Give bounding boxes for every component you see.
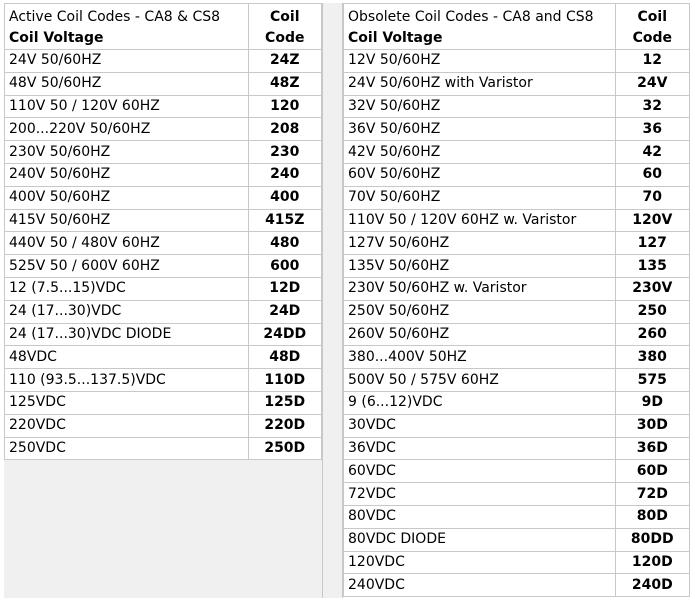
coil-code-cell: 415Z [248,209,321,232]
coil-code-cell: 127 [615,232,689,255]
coil-voltage-cell: 36VDC [344,437,616,460]
table-row [344,460,690,483]
table-row [344,141,690,164]
coil-voltage-cell: 32V 50/60HZ [344,95,616,118]
table-row [344,255,690,278]
coil-code-cell: 250 [615,300,689,323]
table-row [344,72,690,95]
coil-voltage-cell: 24V 50/60HZ [5,50,249,73]
table-row [5,414,322,437]
coil-voltage-cell: 12V 50/60HZ [344,50,616,73]
coil-code-cell: 260 [615,323,689,346]
coil-code-cell: 36D [615,437,689,460]
coil-code-cell: 24V [615,72,689,95]
table-row [344,528,690,551]
coil-voltage-cell: 240V 50/60HZ [5,163,249,186]
coil-code-cell: 48Z [248,72,321,95]
coil-code-cell: 600 [248,255,321,278]
obsolete-code-header-line2: Code [632,30,672,46]
coil-voltage-cell: 110 (93.5...137.5)VDC [5,369,249,392]
obsolete-table-title: Obsolete Coil Codes - CA8 and CS8 [348,9,594,25]
coil-code-cell: 120 [248,95,321,118]
table-row [344,323,690,346]
table-row [344,186,690,209]
table-row [344,437,690,460]
obsolete-code-header [615,4,689,50]
active-table-empty-area [4,460,322,598]
coil-voltage-cell: 250VDC [5,437,249,460]
coil-voltage-cell: 230V 50/60HZ [5,141,249,164]
coil-voltage-cell: 230V 50/60HZ w. Varistor [344,277,616,300]
coil-voltage-cell: 42V 50/60HZ [344,141,616,164]
active-table-title: Active Coil Codes - CA8 & CS8 [9,9,221,25]
active-code-header-line1: Coil [270,9,300,25]
coil-code-cell: 12D [248,277,321,300]
obsolete-voltage-header [344,4,616,50]
table-row [344,163,690,186]
coil-code-cell: 575 [615,369,689,392]
table-row [5,391,322,414]
table-row [5,369,322,392]
table-row [5,72,322,95]
active-header-row [5,4,322,50]
obsolete-code-header-line1: Coil [637,9,668,25]
coil-voltage-cell: 380...400V 50HZ [344,346,616,369]
coil-voltage-cell: 240VDC [344,574,616,597]
coil-voltage-cell: 80VDC DIODE [344,528,616,551]
table-row [344,551,690,574]
coil-code-cell: 32 [615,95,689,118]
table-row [344,232,690,255]
column-gap [322,3,343,598]
coil-voltage-cell: 440V 50 / 480V 60HZ [5,232,249,255]
table-row [5,163,322,186]
coil-code-cell: 24DD [248,323,321,346]
coil-voltage-cell: 400V 50/60HZ [5,186,249,209]
table-row [5,277,322,300]
table-row [344,483,690,506]
active-voltage-column-label: Coil Voltage [9,30,104,46]
coil-code-cell: 80DD [615,528,689,551]
coil-voltage-cell: 127V 50/60HZ [344,232,616,255]
coil-code-cell: 36 [615,118,689,141]
coil-voltage-cell: 24 (17...30)VDC [5,300,249,323]
table-row [344,209,690,232]
table-row [344,50,690,73]
coil-code-cell: 400 [248,186,321,209]
table-row [5,232,322,255]
obsolete-table-body [344,50,690,597]
table-row [344,574,690,597]
coil-code-cell: 250D [248,437,321,460]
table-row [5,255,322,278]
coil-code-cell: 60D [615,460,689,483]
table-row [344,346,690,369]
table-row [5,300,322,323]
coil-voltage-cell: 80VDC [344,505,616,528]
coil-voltage-cell: 415V 50/60HZ [5,209,249,232]
coil-voltage-cell: 24 (17...30)VDC DIODE [5,323,249,346]
coil-code-cell: 208 [248,118,321,141]
coil-code-cell: 48D [248,346,321,369]
coil-voltage-cell: 36V 50/60HZ [344,118,616,141]
coil-code-cell: 220D [248,414,321,437]
table-row [344,118,690,141]
coil-code-cell: 9D [615,391,689,414]
table-row [344,414,690,437]
active-coil-codes-table [4,3,322,460]
coil-code-cell: 230 [248,141,321,164]
coil-code-cell: 120V [615,209,689,232]
coil-voltage-cell: 260V 50/60HZ [344,323,616,346]
table-row [5,118,322,141]
table-row [5,186,322,209]
coil-voltage-cell: 110V 50 / 120V 60HZ [5,95,249,118]
coil-voltage-cell: 60V 50/60HZ [344,163,616,186]
table-row [5,209,322,232]
obsolete-voltage-column-label: Coil Voltage [348,30,443,46]
coil-code-cell: 125D [248,391,321,414]
coil-voltage-cell: 135V 50/60HZ [344,255,616,278]
coil-code-cell: 110D [248,369,321,392]
coil-code-cell: 240D [615,574,689,597]
coil-code-cell: 30D [615,414,689,437]
coil-code-cell: 230V [615,277,689,300]
coil-voltage-cell: 220VDC [5,414,249,437]
coil-voltage-cell: 72VDC [344,483,616,506]
obsolete-header-row [344,4,690,50]
coil-voltage-cell: 125VDC [5,391,249,414]
coil-voltage-cell: 70V 50/60HZ [344,186,616,209]
active-coil-codes-panel [4,3,322,598]
coil-code-cell: 480 [248,232,321,255]
coil-voltage-cell: 200...220V 50/60HZ [5,118,249,141]
coil-voltage-cell: 60VDC [344,460,616,483]
coil-code-cell: 120D [615,551,689,574]
coil-code-cell: 42 [615,141,689,164]
coil-voltage-cell: 48VDC [5,346,249,369]
table-row [344,369,690,392]
coil-code-cell: 24D [248,300,321,323]
active-voltage-header [5,4,249,50]
coil-code-cell: 240 [248,163,321,186]
coil-voltage-cell: 30VDC [344,414,616,437]
coil-voltage-cell: 9 (6...12)VDC [344,391,616,414]
coil-voltage-cell: 250V 50/60HZ [344,300,616,323]
table-row [5,323,322,346]
table-row [5,437,322,460]
coil-voltage-cell: 12 (7.5...15)VDC [5,277,249,300]
obsolete-coil-codes-table [343,3,690,597]
active-table-body [5,50,322,460]
table-row [5,346,322,369]
coil-code-cell: 380 [615,346,689,369]
table-row [5,50,322,73]
coil-code-cell: 12 [615,50,689,73]
coil-code-cell: 80D [615,505,689,528]
coil-voltage-cell: 120VDC [344,551,616,574]
table-row [344,277,690,300]
active-code-header [248,4,321,50]
table-row [5,95,322,118]
active-code-header-line2: Code [265,30,305,46]
table-row [5,141,322,164]
coil-code-cell: 135 [615,255,689,278]
table-row [344,300,690,323]
table-row [344,505,690,528]
coil-code-cell: 60 [615,163,689,186]
coil-voltage-cell: 24V 50/60HZ with Varistor [344,72,616,95]
coil-voltage-cell: 110V 50 / 120V 60HZ w. Varistor [344,209,616,232]
coil-code-cell: 70 [615,186,689,209]
table-row [344,391,690,414]
coil-voltage-cell: 500V 50 / 575V 60HZ [344,369,616,392]
obsolete-coil-codes-panel [343,3,690,598]
table-row [344,95,690,118]
coil-code-cell: 72D [615,483,689,506]
coil-code-cell: 24Z [248,50,321,73]
coil-voltage-cell: 48V 50/60HZ [5,72,249,95]
coil-voltage-cell: 525V 50 / 600V 60HZ [5,255,249,278]
